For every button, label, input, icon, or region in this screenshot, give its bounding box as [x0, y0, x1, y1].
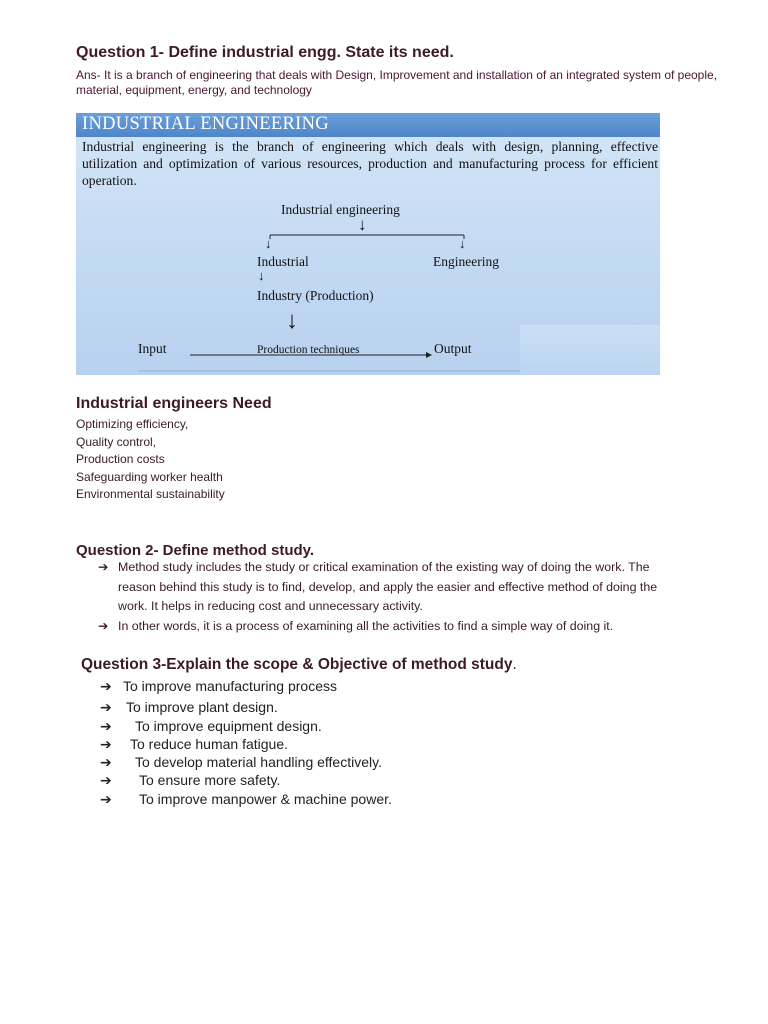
method-study-point [98, 558, 688, 617]
need-item: Production costs [76, 452, 165, 467]
need-item: Safeguarding worker health [76, 469, 223, 484]
arrow-bullet-icon: ➔ [100, 735, 112, 752]
arrow-bullet-icon: ➔ [100, 678, 112, 694]
arrow-bullet-icon: ➔ [100, 790, 112, 807]
node-output: Output [434, 341, 472, 356]
question-1-answer: Ans- It is a branch of engineering that deals with Design, Improvement and installation of an integrated system of people, material, equipment, energy, and technology [76, 68, 718, 97]
question-2-heading: Question 2- Define method study. [76, 542, 315, 559]
arrow-bullet-icon: ➔ [100, 772, 112, 789]
need-list [76, 416, 225, 504]
node-industry-production: Industry (Production) [257, 288, 374, 303]
method-study-point [98, 617, 688, 637]
arrow-bullet-icon: ➔ [98, 618, 109, 633]
arrow-bullet-icon: ➔ [100, 717, 112, 734]
scope-item-text: To improve plant design. [126, 699, 278, 716]
arrow-bullet-icon: ➔ [100, 754, 112, 771]
node-production-techniques: Production techniques [257, 344, 360, 356]
root-down-arrow: ↓ [358, 215, 367, 234]
question-1-heading: Question 1- Define industrial engg. State its need. [76, 44, 454, 61]
need-item: Environmental sustainability [76, 487, 225, 502]
production-down-arrow: ↓ [286, 308, 298, 334]
diagram-definition: Industrial engineering is the branch of engineering which deals with design, planning, effective utilization and optimization of various resources, production and manufacturing process for efficient operation. [82, 139, 658, 188]
method-study-point-text: In other words, it is a process of examining all the activities to find a simple way of doing it. [118, 618, 614, 633]
scope-item-text: To ensure more safety. [139, 772, 281, 789]
question-2-points [98, 558, 688, 636]
right-down-arrow: ↓ [459, 236, 466, 251]
question-3-heading [81, 655, 517, 675]
arrow-bullet-icon: ➔ [98, 560, 109, 574]
node-input: Input [138, 341, 167, 356]
arrow-bullet-icon: ➔ [100, 699, 112, 716]
scope-item [100, 771, 520, 789]
node-engineering: Engineering [433, 254, 499, 269]
scope-item [100, 753, 520, 771]
scope-item [100, 735, 520, 753]
industrial-down-arrow: ↓ [258, 268, 265, 283]
scope-item-text: To improve manufacturing process [123, 678, 337, 694]
left-down-arrow: ↓ [265, 236, 272, 251]
method-study-point-text: Method study includes the study or critical examination of the existing way of doing the work. The reason behind this study is to find, develop, and apply the easier and effective method of doing the work. It helps in reducing cost and unnecessary activity. [118, 560, 658, 613]
scope-item-text: To improve manpower & machine power. [139, 790, 392, 807]
scope-item [100, 698, 520, 716]
scope-item [100, 790, 520, 808]
node-industrial: Industrial [257, 254, 309, 269]
scope-item-text: To reduce human fatigue. [130, 735, 288, 752]
scope-item [100, 677, 520, 695]
node-industrial-engineering: Industrial engineering [281, 202, 400, 217]
need-item: Quality control, [76, 434, 157, 449]
question-3-heading-period: . [512, 656, 517, 673]
scope-item-text: To develop material handling effectively. [135, 754, 382, 771]
need-heading: Industrial engineers Need [76, 395, 272, 412]
need-item: Optimizing efficiency, [76, 417, 189, 431]
scope-item-text: To improve equipment design. [135, 717, 322, 734]
diagram-corner-patch [520, 325, 660, 375]
scope-item [100, 717, 520, 735]
question-3-heading-text: Question 3-Explain the scope & Objective of method study [81, 656, 513, 673]
diagram-banner-title: INDUSTRIAL ENGINEERING [82, 114, 329, 134]
industrial-engineering-diagram [76, 113, 660, 375]
scope-objectives-list [100, 677, 520, 808]
